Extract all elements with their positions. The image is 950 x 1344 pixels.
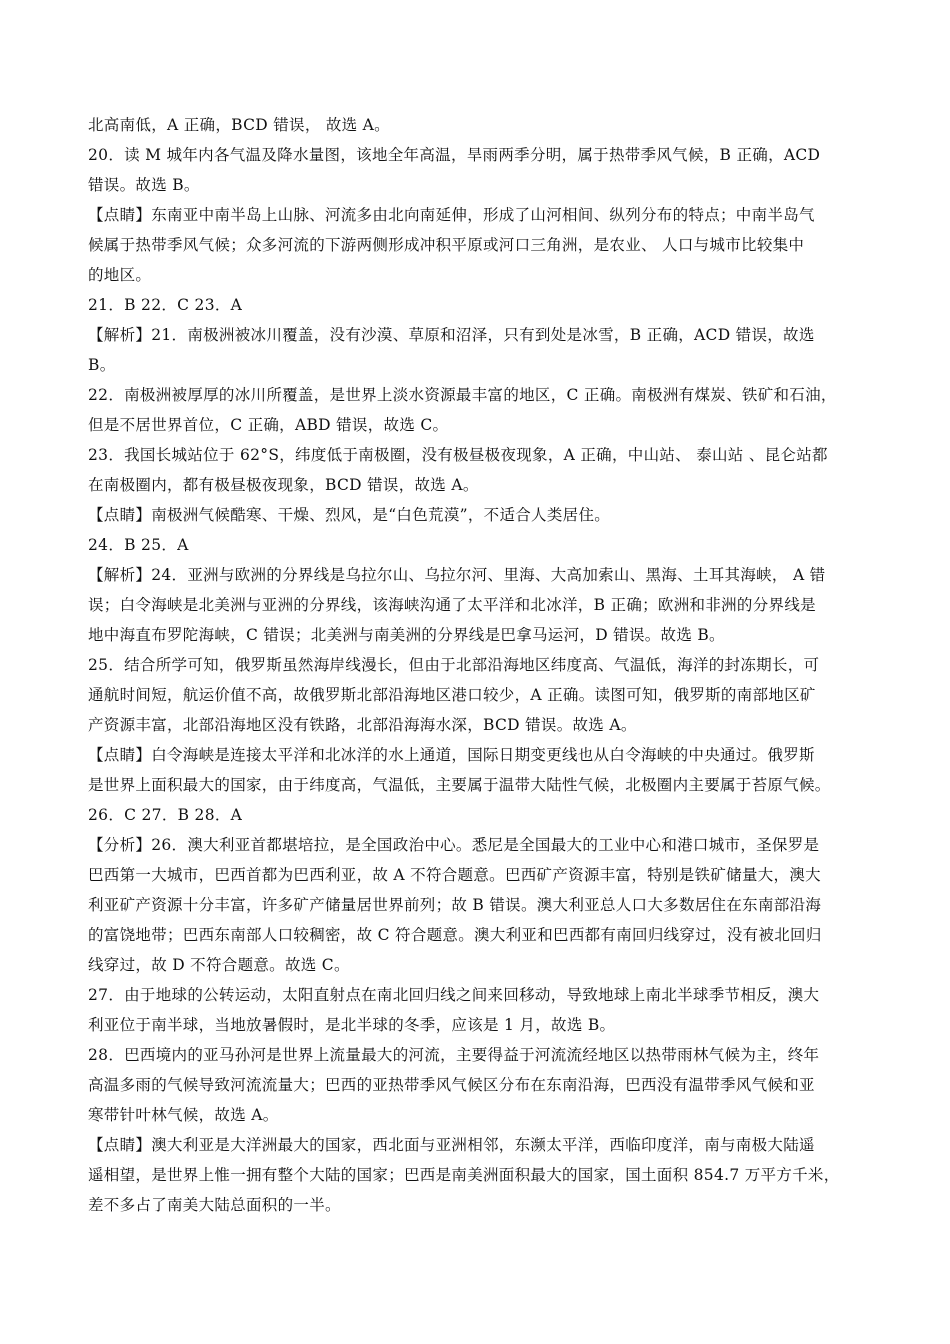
text-line: 【点睛】东南亚中南半岛上山脉、河流多由北向南延伸，形成了山河相间、纵列分布的特点；中南半岛气 [88,206,815,224]
text-line: 高温多雨的气候导致河流流量大；巴西的亚热带季风气候区分布在东南沿海，巴西没有温带季风气候和亚 [88,1076,815,1094]
text-line: 23．我国长城站位于 62°S，纬度低于南极圈，没有极昼极夜现象，A 正确，中山站、 泰山站 、昆仑站都 [88,446,828,464]
text-line: 【点睛】白令海峡是连接太平洋和北冰洋的水上通道，国际日期变更线也从白令海峡的中央通过。俄罗斯 [88,746,815,764]
text-line: 【解析】21．南极洲被冰川覆盖，没有沙漠、草原和沼泽，只有到处是冰雪，B 正确，ACD 错误，故选 [88,326,815,344]
text-line: 在南极圈内，都有极昼极夜现象，BCD 错误，故选 A。 [88,476,479,494]
text-line: 遥相望，是世界上惟一拥有整个大陆的国家；巴西是南美洲面积最大的国家，国土面积 854.7 万平方千米， [88,1166,840,1184]
text-line: 线穿过，故 D 不符合题意。故选 C。 [88,956,350,974]
text-line: 26．C 27．B 28．A [88,806,243,824]
text-line: 是世界上面积最大的国家，由于纬度高，气温低，主要属于温带大陆性气候，北极圈内主要属于苔原气候。 [88,776,831,794]
text-line: 24．B 25．A [88,536,189,554]
text-line: 20．读 M 城年内各气温及降水量图，该地全年高温，旱雨两季分明，属于热带季风气候，B 正确，ACD [88,146,821,164]
text-line: B。 [88,356,116,374]
text-line: 误；白令海峡是北美洲与亚洲的分界线，该海峡沟通了太平洋和北冰洋，B 正确；欧洲和非洲的分界线是 [88,596,816,614]
text-line: 的地区。 [88,266,152,284]
text-line: 通航时间短，航运价值不高，故俄罗斯北部沿海地区港口较少，A 正确。读图可知，俄罗斯的南部地区矿 [88,686,816,704]
text-line: 寒带针叶林气候，故选 A。 [88,1106,279,1124]
text-line: 25．结合所学可知，俄罗斯虽然海岸线漫长，但由于北部沿海地区纬度高、气温低，海洋的封冻期长，可 [88,656,820,674]
text-line: 22．南极洲被厚厚的冰川所覆盖，是世界上淡水资源最丰富的地区，C 正确。南极洲有煤炭、铁矿和石油， [88,386,837,404]
text-line: 【点睛】南极洲气候酷寒、干燥、烈风，是“白色荒漠”，不适合人类居住。 [88,506,611,524]
text-line: 北高南低，A 正确，BCD 错误， 故选 A。 [88,116,390,134]
text-line: 候属于热带季风气候；众多河流的下游两侧形成冲积平原或河口三角洲，是农业、 人口与城市比较集中 [88,236,805,254]
text-line: 27．由于地球的公转运动，太阳直射点在南北回归线之间来回移动，导致地球上南北半球季节相反，澳大 [88,986,820,1004]
text-line: 差不多占了南美大陆总面积的一半。 [88,1196,341,1214]
text-line: 28．巴西境内的亚马孙河是世界上流量最大的河流，主要得益于河流流经地区以热带雨林气候为主，终年 [88,1046,820,1064]
text-line: 的富饶地带；巴西东南部人口较稠密，故 C 符合题意。澳大利亚和巴西都有南回归线穿过，没有被北回归 [88,926,822,944]
text-line: 地中海直布罗陀海峡，C 错误；北美洲与南美洲的分界线是巴拿马运河，D 错误。故选 B。 [88,626,725,644]
text-line: 产资源丰富，北部沿海地区没有铁路，北部沿海海水深，BCD 错误。故选 A。 [88,716,637,734]
text-line: 利亚矿产资源十分丰富，许多矿产储量居世界前列；故 B 错误。澳大利亚总人口大多数居住在东南部沿海 [88,896,822,914]
text-line: 【分析】26．澳大利亚首都堪培拉，是全国政治中心。悉尼是全国最大的工业中心和港口城市，圣保罗是 [88,836,820,854]
text-line: 【解析】24．亚洲与欧洲的分界线是乌拉尔山、乌拉尔河、里海、大高加索山、黑海、土耳其海峡， A 错 [88,566,826,584]
text-line: 21．B 22．C 23．A [88,296,243,314]
text-line: 但是不居世界首位，C 正确，ABD 错误，故选 C。 [88,416,449,434]
text-line: 巴西第一大城市，巴西首都为巴西利亚，故 A 不符合题意。巴西矿产资源丰富，特别是铁矿储量大，澳大 [88,866,821,884]
text-line: 错误。故选 B。 [88,176,200,194]
text-line: 【点睛】澳大利亚是大洋洲最大的国家，西北面与亚洲相邻，东濒太平洋，西临印度洋，南与南极大陆遥 [88,1136,815,1154]
document-page [88,110,868,1220]
text-line: 利亚位于南半球，当地放暑假时，是北半球的冬季，应该是 1 月，故选 B。 [88,1016,616,1034]
